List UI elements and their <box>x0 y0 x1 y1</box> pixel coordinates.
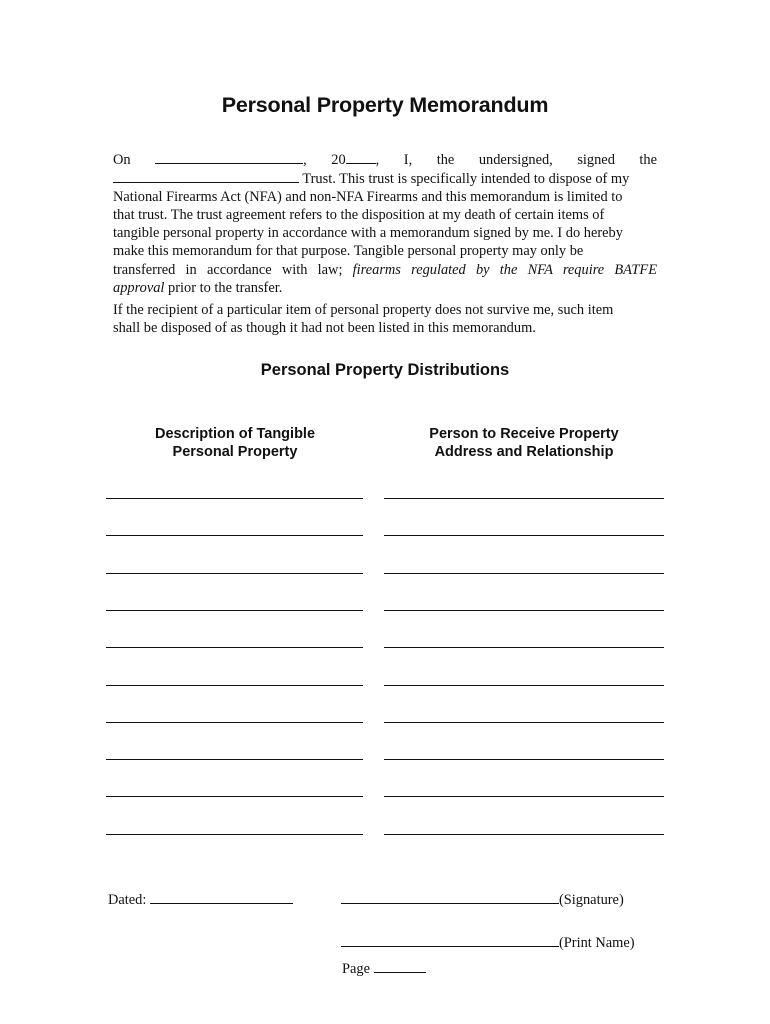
recipient-line[interactable] <box>384 759 664 760</box>
the-word: the <box>436 152 455 168</box>
intro-line-7 <box>113 261 657 279</box>
page-label: Page <box>342 961 370 977</box>
print-name-blank[interactable] <box>341 934 559 947</box>
recipient-line[interactable] <box>384 610 664 611</box>
recipient-line[interactable] <box>384 573 664 574</box>
intro-line-1 <box>113 150 657 169</box>
signature-label: (Signature) <box>559 892 624 908</box>
column-header-description <box>106 425 364 461</box>
year-blank[interactable] <box>346 150 376 164</box>
dated-field <box>108 891 293 909</box>
description-line[interactable] <box>106 722 363 723</box>
description-line[interactable] <box>106 573 363 574</box>
description-line[interactable] <box>106 610 363 611</box>
description-line[interactable] <box>106 647 363 648</box>
signature-field <box>341 891 624 909</box>
intro-line-2-text: Trust. This trust is specifically intended to dispose of my <box>302 171 630 188</box>
recipient-line[interactable] <box>384 535 664 536</box>
description-line[interactable] <box>106 759 363 760</box>
intro-line-7-italic: firearms regulated by the NFA require BATFE <box>352 261 657 278</box>
dated-label: Dated: <box>108 892 147 908</box>
signature-blank[interactable] <box>341 891 559 904</box>
intro-line-2 <box>113 169 657 188</box>
signed-word: signed <box>577 152 615 168</box>
intro-line-6: make this memorandum for that purpose. Tangible personal property may only be <box>113 243 584 260</box>
year-prefix: 20 <box>331 152 346 168</box>
column-header-recipient <box>383 425 665 461</box>
print-name-field <box>341 934 635 952</box>
recipient-line[interactable] <box>384 685 664 686</box>
page-number-blank[interactable] <box>374 960 426 973</box>
comma-text: , <box>375 152 380 168</box>
recipient-line[interactable] <box>384 722 664 723</box>
column-header-description-line-1: Description of Tangible <box>154 426 316 442</box>
description-line[interactable] <box>106 834 363 835</box>
dated-blank[interactable] <box>150 891 293 904</box>
intro-paragraph <box>113 150 657 297</box>
comma-text: , <box>303 152 307 168</box>
column-header-description-line-2: Personal Property <box>172 444 298 460</box>
recipient-line[interactable] <box>384 647 664 648</box>
print-name-label: (Print Name) <box>559 935 635 951</box>
intro-line-4: that trust. The trust agreement refers to the disposition at my death of certain items of <box>113 207 605 224</box>
date-blank[interactable] <box>155 150 303 164</box>
intro-line-3: National Firearms Act (NFA) and non-NFA Firearms and this memorandum is limited to <box>113 189 623 206</box>
description-line[interactable] <box>106 685 363 686</box>
description-line[interactable] <box>106 498 363 499</box>
intro-line-8-plain: prior to the transfer. <box>168 279 283 296</box>
recipient-line-1: If the recipient of a particular item of personal property does not survive me, such item <box>113 302 614 318</box>
trust-name-blank[interactable] <box>113 169 299 183</box>
recipient-line[interactable] <box>384 834 664 835</box>
undersigned-word: undersigned, <box>478 152 553 168</box>
document-title: Personal Property Memorandum <box>221 93 549 117</box>
intro-line-8 <box>113 279 657 297</box>
recipient-paragraph <box>113 301 657 337</box>
i-word: I, <box>403 152 413 168</box>
intro-line-5: tangible personal property in accordance with a memorandum signed by me. I do hereby <box>113 225 623 242</box>
approval-italic: approval <box>113 279 165 296</box>
recipient-line[interactable] <box>384 796 664 797</box>
recipient-line-2: shall be disposed of as though it had not been listed in this memorandum. <box>113 320 536 337</box>
on-word: On <box>113 152 131 168</box>
intro-line-7-plain: transferred in accordance with law; <box>113 261 343 278</box>
column-header-recipient-line-1: Person to Receive Property <box>429 426 619 442</box>
distributions-heading: Personal Property Distributions <box>260 361 510 379</box>
description-line[interactable] <box>106 796 363 797</box>
recipient-line[interactable] <box>384 498 664 499</box>
the-word: the <box>639 152 658 168</box>
description-line[interactable] <box>106 535 363 536</box>
page-field <box>342 960 426 978</box>
column-header-recipient-line-2: Address and Relationship <box>434 444 614 460</box>
